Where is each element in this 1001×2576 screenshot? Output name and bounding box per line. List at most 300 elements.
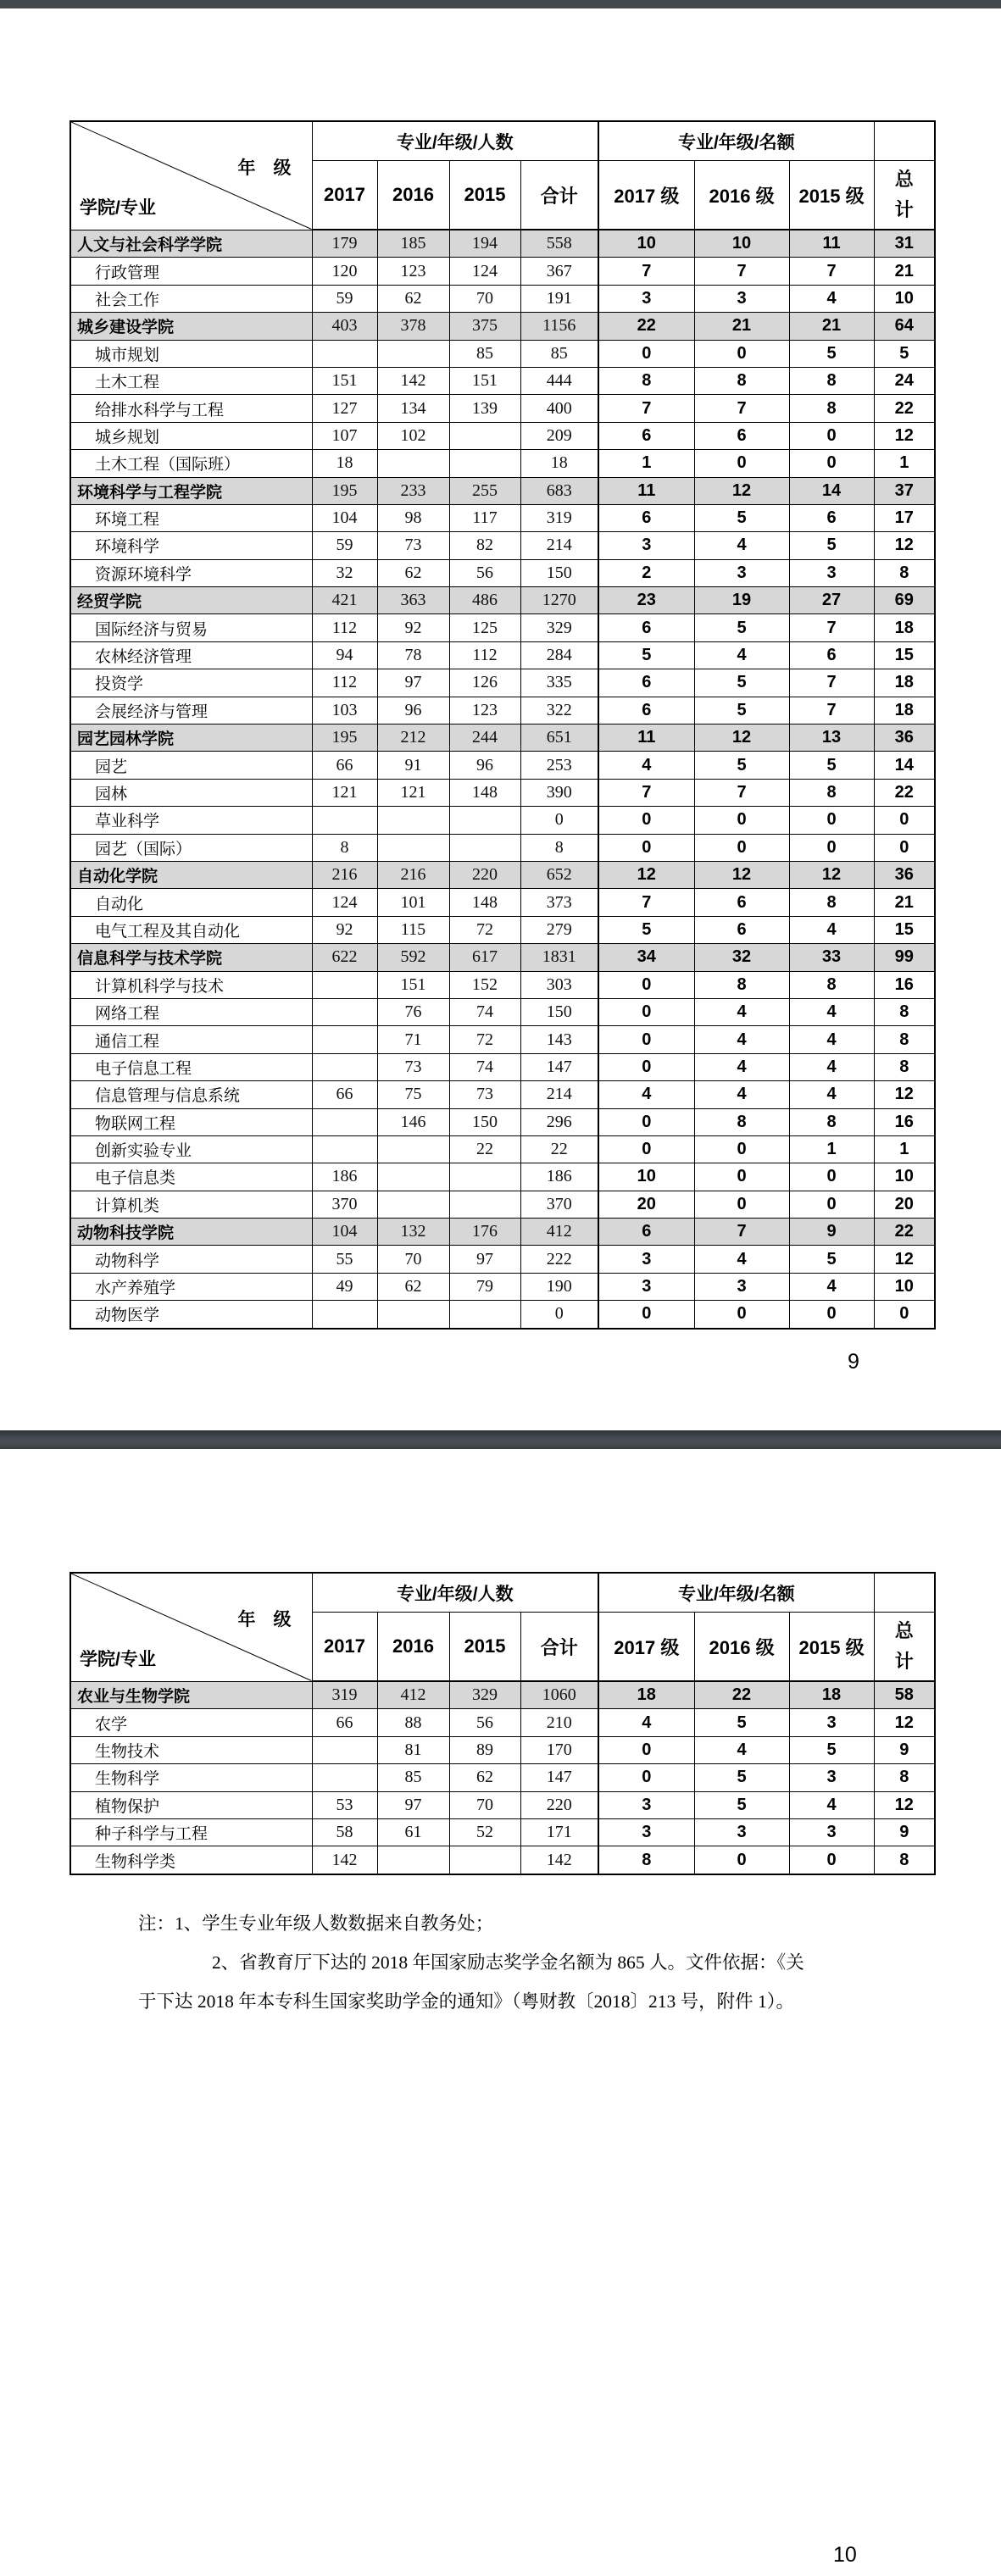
count-cell (312, 1301, 377, 1329)
quota-cell: 0 (694, 1135, 789, 1163)
quota-cell: 0 (598, 340, 694, 367)
quota-cell: 8 (789, 889, 874, 916)
quota-cell: 17 (874, 504, 935, 531)
quota-cell: 5 (789, 1246, 874, 1273)
count-cell: 253 (520, 752, 598, 779)
quota-cell: 12 (694, 861, 789, 888)
quota-table-page10 (70, 1572, 936, 1875)
quota-cell: 0 (598, 1053, 694, 1080)
quota-cell: 0 (874, 807, 935, 834)
quota-cell: 8 (874, 1846, 935, 1874)
page-number: 9 (848, 1350, 859, 1374)
row-label: 物联网工程 (70, 1108, 312, 1135)
header-col-2017: 2017 (312, 1613, 377, 1682)
quota-cell: 6 (598, 669, 694, 697)
quota-cell: 10 (874, 1273, 935, 1300)
quota-cell: 21 (789, 313, 874, 340)
quota-cell: 8 (874, 1764, 935, 1791)
quota-cell: 21 (694, 313, 789, 340)
count-cell: 124 (312, 889, 377, 916)
count-cell: 123 (449, 697, 520, 724)
count-cell (449, 1163, 520, 1191)
quota-cell: 8 (694, 1108, 789, 1135)
count-cell: 220 (449, 861, 520, 888)
count-cell (377, 807, 449, 834)
header-col-2016: 2016 (377, 1613, 449, 1682)
quota-cell: 7 (789, 258, 874, 285)
count-cell: 150 (520, 998, 598, 1025)
count-cell: 97 (449, 1246, 520, 1273)
quota-cell: 5 (694, 697, 789, 724)
quota-cell: 0 (694, 340, 789, 367)
quota-cell: 18 (598, 1681, 694, 1709)
count-cell: 222 (520, 1246, 598, 1273)
major-row (70, 916, 935, 943)
quota-cell: 8 (874, 1053, 935, 1080)
count-cell (312, 1135, 377, 1163)
note-line-3: 于下达 2018 年本专科生国家奖助学金的通知》（粤财教〔2018〕213 号，附件 1）。 (138, 1991, 795, 2012)
count-cell: 115 (377, 916, 449, 943)
quota-cell: 18 (789, 1681, 874, 1709)
count-cell: 151 (449, 367, 520, 394)
count-cell: 363 (377, 587, 449, 614)
major-row (70, 1246, 935, 1273)
count-cell: 179 (312, 230, 377, 258)
row-label: 土木工程 (70, 367, 312, 394)
quota-cell: 3 (789, 1764, 874, 1791)
count-cell: 123 (377, 258, 449, 285)
row-label: 生物科学类 (70, 1846, 312, 1874)
quota-cell: 0 (694, 1846, 789, 1874)
count-cell: 73 (449, 1081, 520, 1108)
major-row (70, 559, 935, 586)
page-9 (0, 8, 1001, 1430)
row-label: 城乡建设学院 (70, 313, 312, 340)
college-row (70, 861, 935, 888)
header-col-2017-quota: 2017 级 (598, 1613, 694, 1682)
quota-cell: 3 (598, 1246, 694, 1273)
quota-cell: 10 (874, 285, 935, 312)
count-cell: 88 (377, 1709, 449, 1736)
quota-cell: 12 (789, 861, 874, 888)
count-cell: 255 (449, 477, 520, 504)
header-grade-label: 年 级 (237, 1610, 292, 1629)
quota-cell: 4 (598, 1081, 694, 1108)
quota-cell: 8 (874, 998, 935, 1025)
count-cell: 59 (312, 532, 377, 559)
quota-cell: 4 (789, 1053, 874, 1080)
count-cell: 49 (312, 1273, 377, 1300)
count-cell: 112 (449, 641, 520, 669)
header-col-2017-quota: 2017 级 (598, 161, 694, 230)
quota-cell: 27 (789, 587, 874, 614)
quota-cell: 10 (598, 230, 694, 258)
quota-cell: 22 (874, 779, 935, 806)
count-cell: 134 (377, 395, 449, 422)
count-cell: 319 (312, 1681, 377, 1709)
count-cell: 62 (377, 1273, 449, 1300)
quota-cell: 0 (598, 971, 694, 998)
count-cell: 319 (520, 504, 598, 531)
count-cell: 73 (377, 532, 449, 559)
major-row (70, 285, 935, 312)
count-cell (312, 340, 377, 367)
count-cell: 104 (312, 1219, 377, 1246)
quota-cell: 9 (789, 1219, 874, 1246)
quota-cell: 0 (598, 807, 694, 834)
quota-cell: 7 (598, 258, 694, 285)
quota-cell: 6 (598, 614, 694, 641)
quota-cell: 11 (598, 724, 694, 752)
count-cell: 148 (449, 779, 520, 806)
quota-cell: 0 (789, 450, 874, 477)
quota-cell: 0 (694, 834, 789, 861)
quota-cell: 4 (789, 285, 874, 312)
quota-cell: 13 (789, 724, 874, 752)
quota-cell: 5 (789, 340, 874, 367)
quota-cell: 5 (598, 641, 694, 669)
count-cell: 400 (520, 395, 598, 422)
quota-cell: 8 (874, 559, 935, 586)
count-cell: 186 (520, 1163, 598, 1191)
quota-cell: 3 (598, 1273, 694, 1300)
row-label: 电子信息工程 (70, 1053, 312, 1080)
count-cell: 82 (449, 532, 520, 559)
major-row (70, 1846, 935, 1874)
count-cell: 22 (449, 1135, 520, 1163)
row-label: 给排水科学与工程 (70, 395, 312, 422)
count-cell: 66 (312, 752, 377, 779)
quota-cell: 20 (598, 1191, 694, 1218)
quota-cell: 4 (694, 1053, 789, 1080)
count-cell: 66 (312, 1081, 377, 1108)
count-cell: 117 (449, 504, 520, 531)
count-cell: 375 (449, 313, 520, 340)
footnotes (138, 1904, 901, 2021)
count-cell: 558 (520, 230, 598, 258)
count-cell (377, 1163, 449, 1191)
count-cell: 59 (312, 285, 377, 312)
quota-cell: 22 (874, 1219, 935, 1246)
count-cell (312, 1026, 377, 1053)
quota-cell: 4 (789, 1026, 874, 1053)
count-cell: 279 (520, 916, 598, 943)
quota-cell: 32 (694, 944, 789, 971)
row-label: 植物保护 (70, 1791, 312, 1818)
major-row (70, 367, 935, 394)
college-row (70, 1219, 935, 1246)
quota-cell: 64 (874, 313, 935, 340)
count-cell: 75 (377, 1081, 449, 1108)
quota-cell: 12 (874, 1709, 935, 1736)
quota-cell: 12 (874, 1791, 935, 1818)
count-cell: 89 (449, 1736, 520, 1763)
count-cell (377, 450, 449, 477)
count-cell: 190 (520, 1273, 598, 1300)
quota-cell: 5 (789, 532, 874, 559)
quota-cell: 6 (694, 916, 789, 943)
count-cell: 96 (377, 697, 449, 724)
quota-cell: 10 (874, 1163, 935, 1191)
quota-cell: 16 (874, 971, 935, 998)
count-cell: 70 (377, 1246, 449, 1273)
quota-cell: 23 (598, 587, 694, 614)
count-cell: 32 (312, 559, 377, 586)
count-cell: 233 (377, 477, 449, 504)
row-label: 动物科学 (70, 1246, 312, 1273)
quota-cell: 4 (694, 641, 789, 669)
count-cell: 70 (449, 285, 520, 312)
count-cell: 216 (377, 861, 449, 888)
count-cell (449, 1191, 520, 1218)
major-row (70, 1791, 935, 1818)
count-cell: 148 (449, 889, 520, 916)
quota-cell: 3 (598, 1791, 694, 1818)
count-cell (312, 971, 377, 998)
count-cell: 126 (449, 669, 520, 697)
row-label: 生物技术 (70, 1736, 312, 1763)
quota-cell: 2 (598, 559, 694, 586)
row-label: 城乡规划 (70, 422, 312, 449)
row-label: 行政管理 (70, 258, 312, 285)
quota-cell: 5 (694, 1791, 789, 1818)
page-number: 10 (833, 2543, 857, 2567)
page-10 (0, 1449, 1001, 2576)
count-cell: 74 (449, 998, 520, 1025)
header-grade-label: 年 级 (237, 158, 292, 178)
major-row (70, 779, 935, 806)
note-line-2: 2、省教育厅下达的 2018 年国家励志奖学金名额为 865 人。文件依据：《关 (212, 1952, 804, 1973)
major-row (70, 1053, 935, 1080)
quota-cell: 34 (598, 944, 694, 971)
count-cell: 622 (312, 944, 377, 971)
quota-cell: 6 (789, 641, 874, 669)
row-label: 种子科学与工程 (70, 1818, 312, 1846)
count-cell: 112 (312, 669, 377, 697)
quota-cell: 0 (789, 1301, 874, 1329)
table-header (70, 121, 935, 230)
count-cell: 101 (377, 889, 449, 916)
major-row (70, 834, 935, 861)
major-row (70, 1818, 935, 1846)
row-label: 信息科学与技术学院 (70, 944, 312, 971)
quota-cell: 0 (789, 422, 874, 449)
quota-cell: 8 (598, 367, 694, 394)
count-cell: 378 (377, 313, 449, 340)
count-cell: 296 (520, 1108, 598, 1135)
quota-cell: 0 (598, 1764, 694, 1791)
major-row (70, 1709, 935, 1736)
quota-cell: 33 (789, 944, 874, 971)
count-cell: 329 (520, 614, 598, 641)
major-row (70, 1191, 935, 1218)
row-label: 信息管理与信息系统 (70, 1081, 312, 1108)
quota-cell: 1 (789, 1135, 874, 1163)
quota-cell: 5 (598, 916, 694, 943)
count-cell: 403 (312, 313, 377, 340)
quota-cell: 6 (598, 422, 694, 449)
header-group-count: 专业/年级/人数 (312, 1573, 598, 1613)
count-cell (377, 1301, 449, 1329)
row-label: 自动化学院 (70, 861, 312, 888)
quota-cell: 0 (598, 1026, 694, 1053)
quota-cell: 9 (874, 1818, 935, 1846)
count-cell: 121 (377, 779, 449, 806)
quota-cell: 0 (694, 1191, 789, 1218)
college-row (70, 944, 935, 971)
count-cell: 373 (520, 889, 598, 916)
major-row (70, 1301, 935, 1329)
count-cell: 194 (449, 230, 520, 258)
count-cell: 85 (520, 340, 598, 367)
quota-cell: 0 (789, 1191, 874, 1218)
count-cell: 216 (312, 861, 377, 888)
count-cell: 1831 (520, 944, 598, 971)
college-row (70, 587, 935, 614)
count-cell: 683 (520, 477, 598, 504)
count-cell: 486 (449, 587, 520, 614)
quota-cell: 12 (874, 1081, 935, 1108)
quota-cell: 37 (874, 477, 935, 504)
quota-cell: 7 (598, 779, 694, 806)
quota-cell: 99 (874, 944, 935, 971)
quota-cell: 5 (694, 1709, 789, 1736)
quota-cell: 4 (598, 1709, 694, 1736)
viewer-top-edge (0, 0, 1001, 8)
quota-cell: 0 (598, 1108, 694, 1135)
header-col-2016-quota: 2016 级 (694, 161, 789, 230)
quota-cell: 8 (789, 779, 874, 806)
major-row (70, 395, 935, 422)
count-cell: 58 (312, 1818, 377, 1846)
count-cell: 22 (520, 1135, 598, 1163)
quota-cell: 22 (874, 395, 935, 422)
quota-cell: 3 (694, 1273, 789, 1300)
row-label: 会展经济与管理 (70, 697, 312, 724)
count-cell: 421 (312, 587, 377, 614)
quota-cell: 4 (789, 1791, 874, 1818)
count-cell: 303 (520, 971, 598, 998)
quota-cell: 14 (789, 477, 874, 504)
quota-cell: 5 (789, 752, 874, 779)
row-label: 创新实验专业 (70, 1135, 312, 1163)
header-col-2015: 2015 (449, 161, 520, 230)
quota-cell: 0 (789, 807, 874, 834)
table-body (70, 1681, 935, 1874)
count-cell: 92 (377, 614, 449, 641)
count-cell: 79 (449, 1273, 520, 1300)
row-label: 动物科技学院 (70, 1219, 312, 1246)
quota-cell: 8 (789, 971, 874, 998)
quota-cell: 12 (874, 1246, 935, 1273)
quota-cell: 7 (598, 395, 694, 422)
quota-cell: 8 (598, 1846, 694, 1874)
diagonal-header-cell (70, 1573, 312, 1681)
count-cell: 142 (520, 1846, 598, 1874)
quota-cell: 10 (598, 1163, 694, 1191)
count-cell: 1156 (520, 313, 598, 340)
count-cell: 152 (449, 971, 520, 998)
row-label: 电气工程及其自动化 (70, 916, 312, 943)
count-cell: 150 (520, 559, 598, 586)
quota-cell: 31 (874, 230, 935, 258)
row-label: 资源环境科学 (70, 559, 312, 586)
quota-cell: 6 (598, 504, 694, 531)
count-cell: 98 (377, 504, 449, 531)
major-row (70, 889, 935, 916)
quota-cell: 12 (694, 724, 789, 752)
quota-cell: 7 (789, 697, 874, 724)
count-cell: 124 (449, 258, 520, 285)
quota-cell: 3 (598, 1818, 694, 1846)
count-cell: 81 (377, 1736, 449, 1763)
quota-cell: 18 (874, 697, 935, 724)
row-label: 园林 (70, 779, 312, 806)
quota-cell: 5 (694, 752, 789, 779)
header-col-2015: 2015 (449, 1613, 520, 1682)
row-label: 农林经济管理 (70, 641, 312, 669)
count-cell: 102 (377, 422, 449, 449)
quota-cell: 7 (789, 614, 874, 641)
header-college-major-label: 学院/专业 (80, 1649, 156, 1669)
header-col-subtotal: 合计 (520, 1613, 598, 1682)
quota-cell: 3 (789, 1709, 874, 1736)
quota-table-page9 (70, 120, 936, 1330)
major-row (70, 422, 935, 449)
major-row (70, 1135, 935, 1163)
count-cell: 66 (312, 1709, 377, 1736)
quota-cell: 1 (874, 450, 935, 477)
count-cell: 104 (312, 504, 377, 531)
count-cell: 55 (312, 1246, 377, 1273)
row-label: 环境科学与工程学院 (70, 477, 312, 504)
count-cell: 73 (377, 1053, 449, 1080)
count-cell: 107 (312, 422, 377, 449)
row-label: 生物科学 (70, 1764, 312, 1791)
count-cell: 8 (520, 834, 598, 861)
quota-cell: 4 (694, 1736, 789, 1763)
quota-cell: 0 (598, 1301, 694, 1329)
count-cell (312, 1736, 377, 1763)
header-col-subtotal: 合计 (520, 161, 598, 230)
count-cell: 150 (449, 1108, 520, 1135)
major-row (70, 614, 935, 641)
major-row (70, 669, 935, 697)
count-cell: 18 (520, 450, 598, 477)
quota-cell: 15 (874, 641, 935, 669)
count-cell: 142 (312, 1846, 377, 1874)
count-cell: 151 (312, 367, 377, 394)
major-row (70, 1273, 935, 1300)
quota-cell: 10 (694, 230, 789, 258)
count-cell: 125 (449, 614, 520, 641)
major-row (70, 641, 935, 669)
row-label: 社会工作 (70, 285, 312, 312)
college-row (70, 230, 935, 258)
quota-cell: 21 (874, 889, 935, 916)
count-cell: 121 (312, 779, 377, 806)
count-cell: 143 (520, 1026, 598, 1053)
count-cell: 147 (520, 1053, 598, 1080)
count-cell: 212 (377, 724, 449, 752)
row-label: 城市规划 (70, 340, 312, 367)
major-row (70, 1108, 935, 1135)
count-cell: 214 (520, 532, 598, 559)
college-row (70, 1681, 935, 1709)
quota-cell: 7 (598, 889, 694, 916)
count-cell: 97 (377, 1791, 449, 1818)
quota-cell: 4 (694, 532, 789, 559)
